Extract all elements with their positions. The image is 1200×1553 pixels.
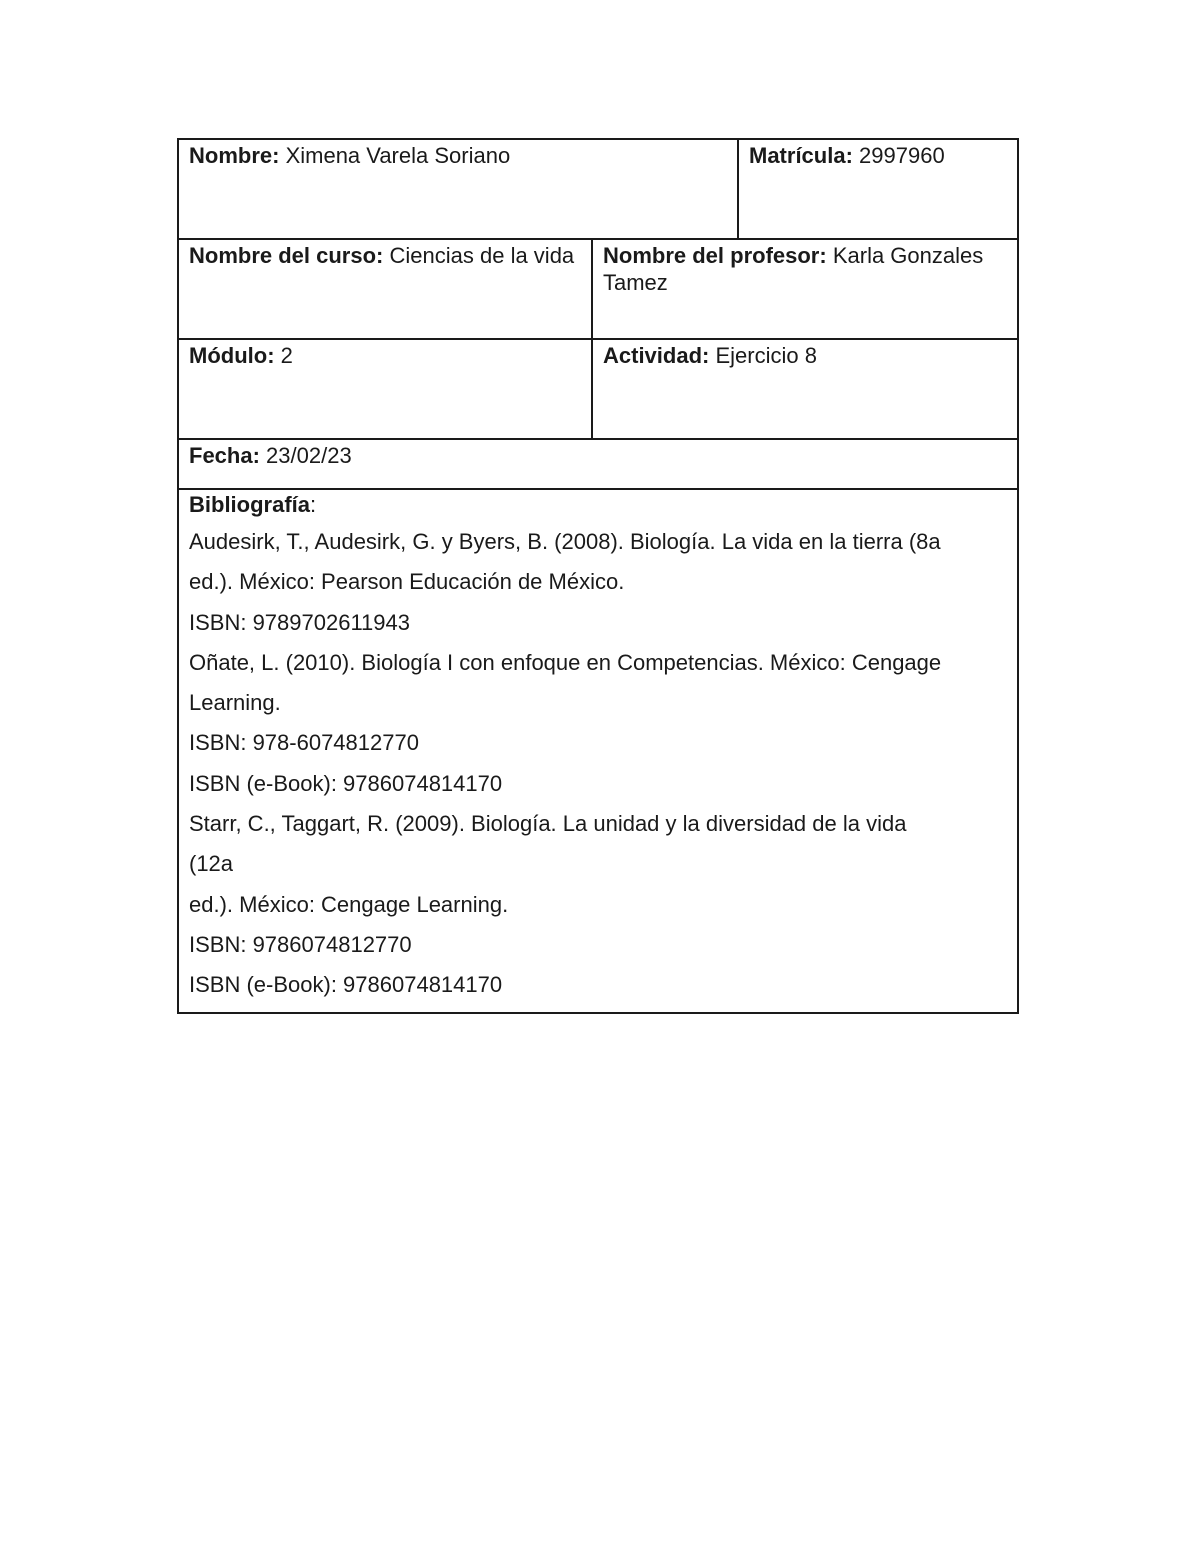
fecha-cell: Fecha: 23/02/23	[177, 438, 1019, 490]
modulo-cell: Módulo: 2	[177, 338, 593, 440]
profesor-label: Nombre del profesor	[603, 243, 820, 268]
modulo-label: Módulo	[189, 343, 268, 368]
fecha-label: Fecha	[189, 443, 253, 468]
nombre-label: Nombre	[189, 143, 273, 168]
curso-label: Nombre del curso	[189, 243, 377, 268]
bibliography-line: ed.). México: Pearson Educación de México.	[189, 569, 625, 595]
bibliografia-label: Bibliografía	[189, 492, 311, 517]
bibliography-line: ISBN (e-Book): 9786074814170	[189, 770, 503, 796]
matricula-label: Matrícula	[749, 143, 846, 168]
actividad-label: Actividad	[603, 343, 703, 368]
bibliography-line: ed.). México: Cengage Learning.	[189, 891, 509, 917]
bibliography-line: Oñate, L. (2010). Biología I con enfoque en Competencias. México: Cengage	[189, 649, 942, 675]
bibliography-line: ISBN: 9789702611943	[189, 609, 410, 635]
actividad-cell: Actividad: Ejercicio 8	[591, 338, 1019, 440]
nombre-cell: Nombre: Ximena Varela Soriano	[177, 138, 739, 240]
curso-cell: Nombre del curso: Ciencias de la vida	[177, 238, 593, 340]
fecha-value: 23/02/23	[266, 443, 352, 468]
bibliography-line: Audesirk, T., Audesirk, G. y Byers, B. (2008). Biología. La vida en la tierra (8a	[189, 529, 941, 554]
bibliography-line: (12a	[189, 851, 234, 877]
nombre-value: Ximena Varela Soriano	[285, 143, 511, 168]
bibliography-line: ISBN: 978-6074812770	[189, 730, 419, 756]
modulo-value: 2	[280, 343, 293, 368]
curso-value: Ciencias de la vida	[389, 243, 575, 268]
bibliography-list	[189, 522, 1007, 1006]
matricula-value: 2997960	[859, 143, 945, 168]
bibliography-line: ISBN: 9786074812770	[189, 931, 412, 957]
matricula-cell: Matrícula: 2997960	[737, 138, 1019, 240]
bibliografia-cell: Bibliografía: Audesirk, T., Audesirk, G. y Byers, B. (2008). Biología. La vida en la tierra (8a ed.). México: Pearson Educación de México. ISBN: 9789702611943 Oñate, L. (2010). Biología I con enfoque en Competencias. México: Cengage Learning. ISBN: 978-6074812770 ISBN (e-Book): 9786074814170 Starr, C., Taggart, R. (2009). Biología. La unidad y la diversidad de la vida (12a ed.). México: Cengage Learning. ISBN: 9786074812770 ISBN (e-Book): 9786074814170	[177, 488, 1019, 1014]
profesor-value: Karla Gonzales Tamez	[603, 243, 984, 295]
student-info-table	[177, 138, 1019, 1014]
profesor-cell: Nombre del profesor: Karla Gonzales Tamez	[591, 238, 1019, 340]
bibliography-line: Learning.	[189, 690, 281, 716]
actividad-value: Ejercicio 8	[715, 343, 817, 368]
bibliography-line: ISBN (e-Book): 9786074814170	[189, 972, 503, 998]
bibliography-line: Starr, C., Taggart, R. (2009). Biología. La unidad y la diversidad de la vida	[189, 811, 907, 837]
